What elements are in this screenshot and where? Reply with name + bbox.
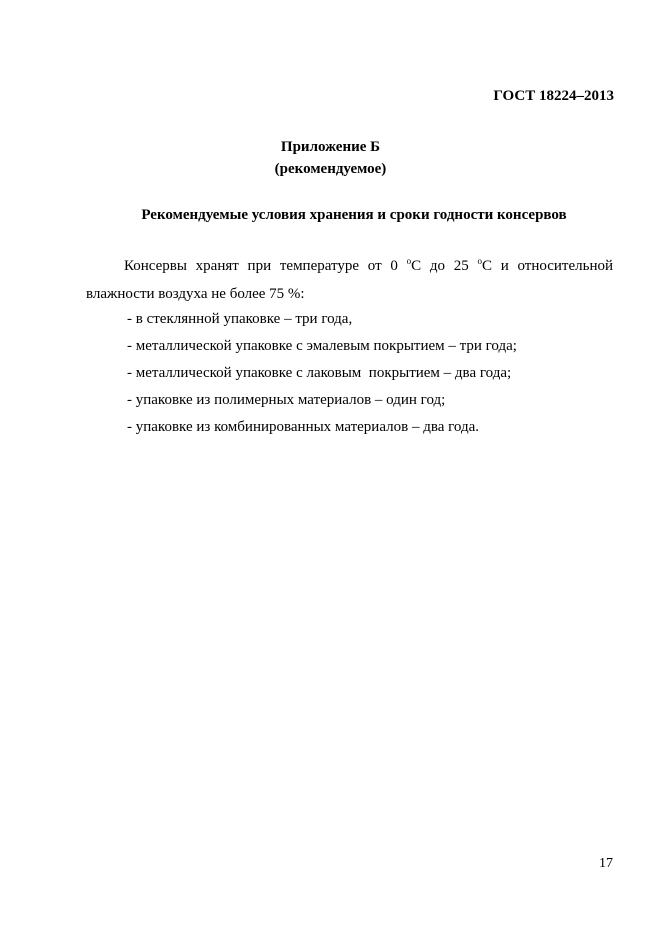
list-item: - металлической упаковке с эмалевым покрытием – три года; — [127, 338, 517, 354]
degree-superscript-2: о — [477, 256, 482, 266]
list-item: - в стеклянной упаковке – три года, — [127, 311, 353, 327]
paragraph-line-2: влажности воздуха не более 75 %: — [86, 286, 305, 302]
paragraph-line-1 — [86, 252, 613, 280]
list-item: - металлической упаковке с лаковым покрытием – два года; — [127, 365, 512, 381]
section-heading: Рекомендуемые условия хранения и сроки годности консервов — [141, 207, 567, 223]
shelf-life-list — [127, 306, 517, 441]
appendix-status: (рекомендуемое) — [274, 161, 387, 177]
storage-paragraph — [86, 252, 613, 308]
paragraph-text-part-2: С до 25 — [411, 258, 478, 274]
list-item: - упаковке из комбинированных материалов – два года. — [127, 419, 480, 435]
list-item: - упаковке из полимерных материалов – один год; — [127, 392, 446, 408]
paragraph-text-part-3: С и относительной — [481, 258, 614, 274]
degree-superscript-1: о — [406, 256, 412, 266]
paragraph-text-part-1: Консервы хранят при температуре от 0 — [124, 258, 407, 274]
page-number: 17 — [599, 856, 613, 871]
document-code: ГОСТ 18224–2013 — [493, 88, 614, 104]
appendix-title: Приложение Б — [280, 139, 381, 155]
